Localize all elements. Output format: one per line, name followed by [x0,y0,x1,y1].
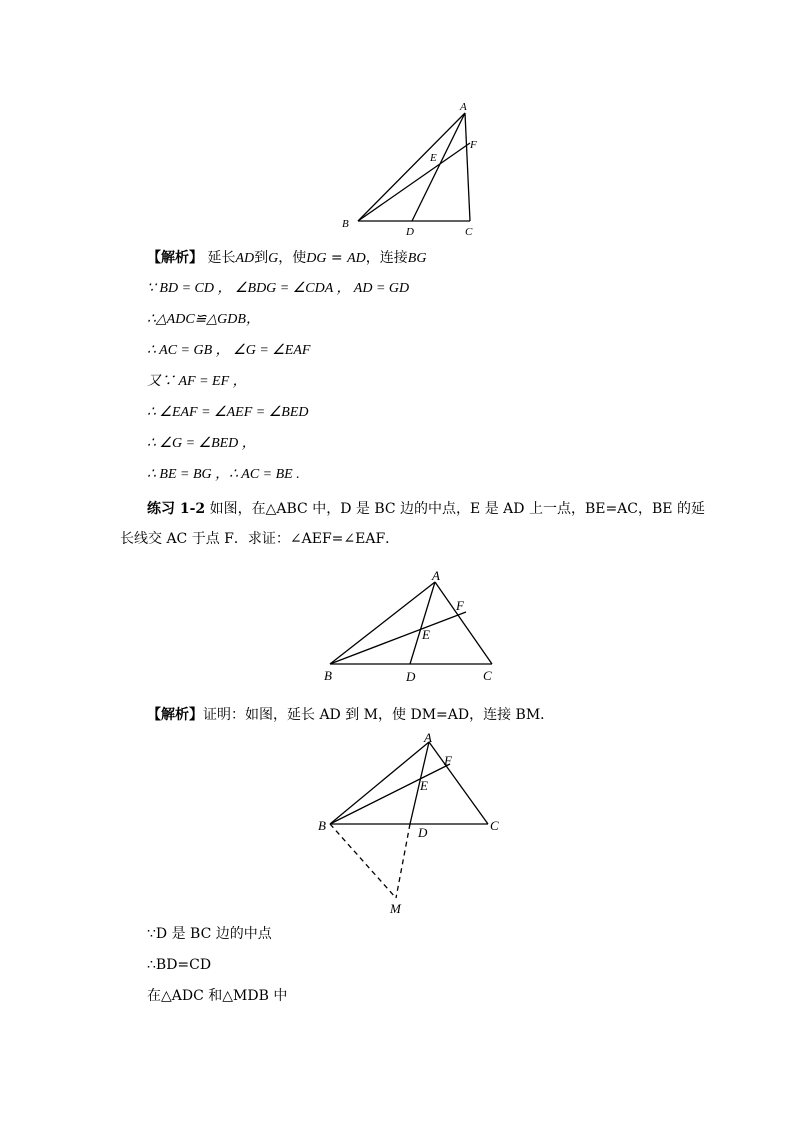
exercise-text: 如图，在△ABC 中，D 是 BC 边的中点，E 是 AD 上一点，BE=AC，BE 的延 [205,501,705,517]
label-f: F [444,753,452,768]
text: 到 [254,250,269,266]
figure-3 [312,730,512,920]
label-m: M [390,901,401,916]
solution2-text: 证明：如图，延长 AD 到 M，使 DM=AD，连接 BM． [203,707,555,723]
label-f: F [470,139,477,151]
label-b: B [318,818,326,833]
exercise-title: 练习 1-2 [147,501,206,517]
text: AD [235,251,255,266]
figure-2 [318,565,508,690]
solution1-line3: ∴△ADC≌△GDB， [147,312,260,327]
solution-tag: 【解析】 [147,250,203,266]
label-c: C [465,226,473,238]
solution1-line5: 又∵ AF = EF ， [147,374,247,389]
label-d: D [418,825,428,840]
label-a: A [460,101,467,113]
text: BG [407,251,427,266]
label-e: E [422,627,430,642]
label-e: E [420,778,428,793]
exercise-line1 [147,500,705,518]
solution1-line1 [147,249,426,268]
figure-1 [330,95,500,245]
solution1-line6: ∴ ∠EAF = ∠AEF = ∠BED [147,405,309,420]
text: ，连接 [365,250,408,266]
text: 延长 [207,250,236,266]
label-d: D [406,226,414,238]
label-f: F [456,598,464,613]
label-a: A [432,568,440,583]
label-d: D [406,669,416,684]
solution1-line8: ∴ BE = BG ，∴ AC = BE . [147,467,300,482]
label-c: C [490,818,499,833]
text: DG [306,251,327,266]
label-b: B [324,668,332,683]
text: ，使 [278,250,307,266]
label-b: B [342,218,349,230]
solution1-line4: ∴ AC = GB ， ∠G = ∠EAF [147,343,311,358]
proof-line3: 在△ADC 和△MDB 中 [147,988,288,1004]
label-a: A [424,730,432,745]
proof-line2: ∴BD=CD [147,957,212,973]
proof-line1: ∵D 是 BC 边的中点 [147,926,272,942]
label-c: C [483,668,492,683]
text: = [326,250,348,266]
solution2-line [147,706,554,724]
solution-tag: 【解析】 [147,707,203,723]
text: G [268,251,279,266]
solution1-line7: ∴ ∠G = ∠BED ， [147,436,256,451]
solution1-line2: ∵ BD = CD ， ∠BDG = ∠CDA ， AD = GD [147,281,410,296]
exercise-line2: 长线交 AC 于点 F．求证：∠AEF=∠EAF． [120,531,400,547]
text: AD [347,251,366,266]
label-e: E [430,152,437,164]
